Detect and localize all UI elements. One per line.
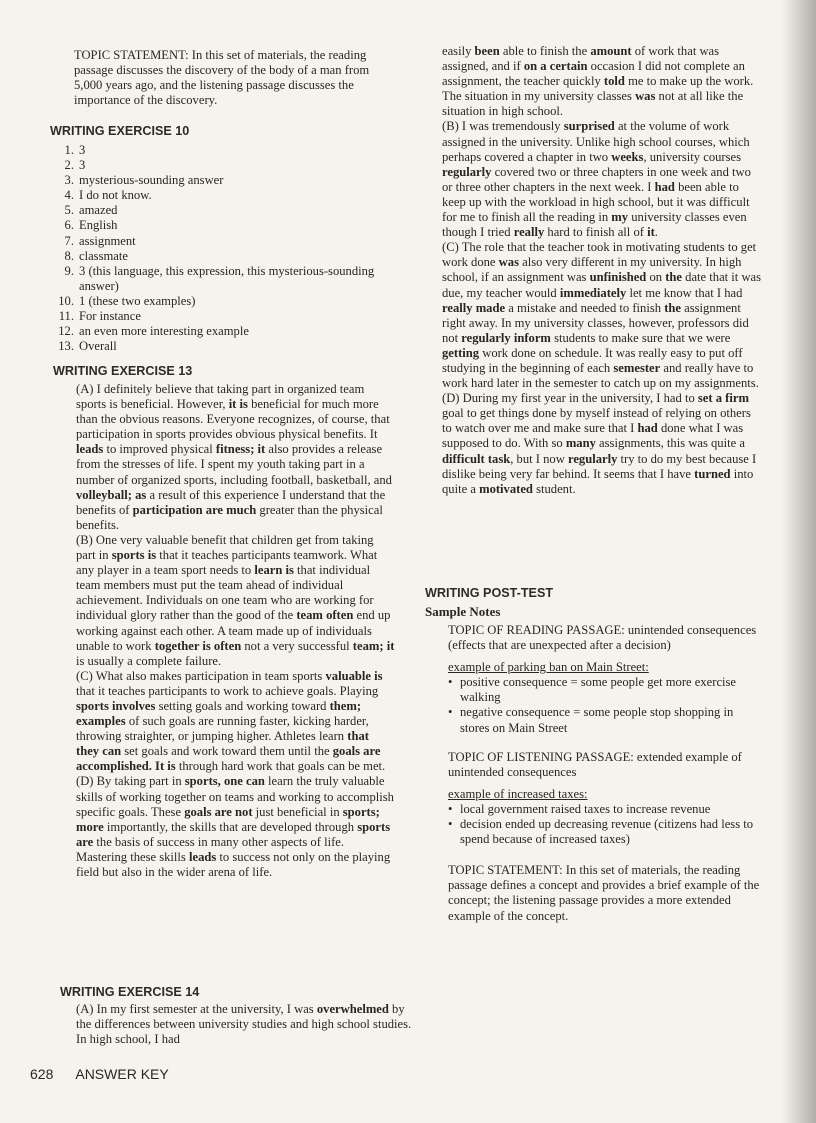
ex10-list-item xyxy=(50,294,380,309)
reading-bullets xyxy=(422,675,762,735)
list-item-number: 10. xyxy=(58,293,74,308)
ex14-paragraph-a-continued: easily been able to finish the amount of work that was assigned, and if on a certain occasion I did not complete an assignment, the teacher quickly told me to make up the work. The situation in my university classes was not at all like the situation in high school. xyxy=(442,44,754,119)
listening-bullets xyxy=(422,802,762,847)
ex10-list-item xyxy=(50,158,380,173)
list-item-number: 13. xyxy=(58,339,74,354)
ex10-list-item xyxy=(50,324,380,339)
ex14-paragraph-c: (C) The role that the teacher took in motivating students to get work done was also very different in my university. In high school, if an assignment was unfinished on the date that it was due, my teacher would immediately let me know that I had really made a mistake and needed to finish the assignment right away. In my university classes, however, professors did not regularly inform students to make sure that we were getting work done on schedule. It was really easy to put off studying in the beginning of each semester and really have to work hard later in the semester to catch up on my assignments. xyxy=(442,240,762,391)
list-item-number: 1. xyxy=(64,143,74,157)
list-item-text: 1 (these two examples) xyxy=(79,293,196,308)
ex10-list-item xyxy=(50,309,380,324)
ex10-list-item xyxy=(50,218,380,233)
ex10-list-item xyxy=(50,203,380,218)
writing-exercise-10-heading: WRITING EXERCISE 10 xyxy=(50,124,190,138)
list-item-number: 2. xyxy=(64,158,74,173)
ex10-list-item xyxy=(50,173,380,188)
list-item-number: 3. xyxy=(64,173,74,188)
section-title: ANSWER KEY xyxy=(75,1066,169,1082)
ex10-list-item xyxy=(50,264,380,294)
reading-passage-topic: TOPIC OF READING PASSAGE: unintended consequences (effects that are unexpected after a decision) xyxy=(448,623,757,653)
list-item-number: 12. xyxy=(58,324,74,339)
post-test-topic-statement: TOPIC STATEMENT: In this set of materials, the reading passage defines a concept and provides a brief example of the concept; the listening passage provides a more extended example of the concept. xyxy=(448,863,760,923)
writing-post-test-heading: WRITING POST-TEST xyxy=(425,586,554,600)
writing-exercise-13-heading: WRITING EXERCISE 13 xyxy=(53,364,193,378)
sample-notes-subheading: Sample Notes xyxy=(425,604,501,619)
list-item-number: 6. xyxy=(64,218,74,233)
ex13-paragraph-a: (A) I definitely believe that taking part in organized team sports is beneficial. However, it is beneficial for much more than the obvious reasons. Everyone recognizes, of course, that participation in sports provides obvious physical benefits. It leads to improved physical fitness; it also provides a release from the stresses of life. I spent my youth taking part in a number of organized sports, including football, basketball, and volleyball; as a result of this experience I understand that the benefits of participation are much greater than the physical benefits. xyxy=(76,382,392,532)
list-item-text: English xyxy=(79,218,118,233)
ex10-list-item xyxy=(50,249,380,264)
ex14-paragraph-a: (A) In my first semester at the university, I was overwhelmed by the differences between university studies and high school studies. In high school, I had xyxy=(76,1002,412,1047)
reading-example-label: example of parking ban on Main Street: xyxy=(448,660,649,675)
list-item-text: For instance xyxy=(79,309,141,324)
ex10-list-item xyxy=(50,234,380,249)
listening-passage-topic: TOPIC OF LISTENING PASSAGE: extended example of unintended consequences xyxy=(448,749,742,779)
ex10-list-item xyxy=(50,339,380,354)
ex10-list-item xyxy=(50,143,380,158)
bullet-item: • decision ended up decreasing revenue (citizens had less to spend because of increased taxes) xyxy=(448,817,762,847)
list-item-text: amazed xyxy=(79,203,118,218)
list-item-text: classmate xyxy=(79,248,128,263)
ex13-paragraph-d: (D) By taking part in sports, one can learn the truly valuable skills of working together on teams and working to accomplish specific goals. These goals are not just beneficial in sports; more importantly, the skills that are developed through sports are the basis of success in many other aspects of life. Mastering these skills leads to success not only on the playing field but also in the wider arena of life. xyxy=(76,774,394,879)
list-item-text: Overall xyxy=(79,339,117,354)
ex14-paragraph-d: (D) During my first year in the university, I had to set a firm goal to get things done by myself instead of relying on others to watch over me and make sure that I had done what I was supposed to do. With so many assignments, this was quite a difficult task, but I now regularly try to do my best because I dislike being very far behind. It seems that I have turned into quite a motivated student. xyxy=(442,391,757,496)
ex13-paragraph-c: (C) What also makes participation in team sports valuable is that it teaches participants to work to achieve goals. Playing sports involves setting goals and working toward them; examples of such goals are running faster, kicking harder, throwing straighter, or jumping higher. Athletes learn that they can set goals and work toward them until the goals are accomplished. It is through hard work that goals can be met. xyxy=(76,668,386,774)
list-item-text: 3 xyxy=(79,158,86,173)
list-item-text: assignment xyxy=(79,233,136,248)
list-item-number: 7. xyxy=(64,233,74,248)
list-item-text: I do not know. xyxy=(79,188,152,203)
list-item-text: 3 xyxy=(79,143,86,157)
list-item-text: 3 (this language, this expression, this mysterious-sounding answer) xyxy=(79,263,375,293)
writing-exercise-10-list xyxy=(50,143,380,354)
list-item-number: 11. xyxy=(58,309,74,324)
list-item-number: 9. xyxy=(64,263,74,278)
topic-statement-1: TOPIC STATEMENT: In this set of materials, the reading passage discusses the discovery of the body of a man from 5,000 years ago, and the listening passage discusses the importance of the discovery. xyxy=(74,48,370,108)
page-footer xyxy=(30,1066,169,1082)
bullet-item: • negative consequence = some people stop shopping in stores on Main Street xyxy=(448,705,762,735)
list-item-text: an even more interesting example xyxy=(79,324,249,339)
list-item-text: mysterious-sounding answer xyxy=(79,173,224,188)
page-number: 628 xyxy=(30,1066,54,1082)
list-item-number: 8. xyxy=(64,248,74,263)
writing-exercise-14-heading: WRITING EXERCISE 14 xyxy=(60,985,200,999)
bullet-item: • local government raised taxes to increase revenue xyxy=(448,802,762,817)
listening-example-label: example of increased taxes: xyxy=(448,786,588,801)
ex13-paragraph-b: (B) One very valuable benefit that children get from taking part in sports is that it teaches participants teamwork. What any player in a team sport needs to learn is that individual team members must put the team ahead of individual achievement. Individuals on one team who are working for individual glory rather than the good of the team often end up working against each other. A team made up of individuals unable to work together is often not a very successful team; it is usually a complete failure. xyxy=(76,532,395,668)
page-edge-shadow xyxy=(782,0,816,1123)
ex10-list-item xyxy=(50,188,380,203)
bullet-item: • positive consequence = some people get more exercise walking xyxy=(448,675,762,705)
ex14-paragraph-b: (B) I was tremendously surprised at the volume of work assigned in the university. Unlike high school courses, which perhaps covered a chapter in two weeks, university courses regularly covered two or three chapters in one week and two or three other chapters in the next week. I had been able to keep up with the workload in high school, but it was difficult for me to finish all the reading in my university classes even though I tried really hard to finish all of it. xyxy=(442,119,751,240)
list-item-number: 4. xyxy=(64,188,74,203)
list-item-number: 5. xyxy=(64,203,74,218)
